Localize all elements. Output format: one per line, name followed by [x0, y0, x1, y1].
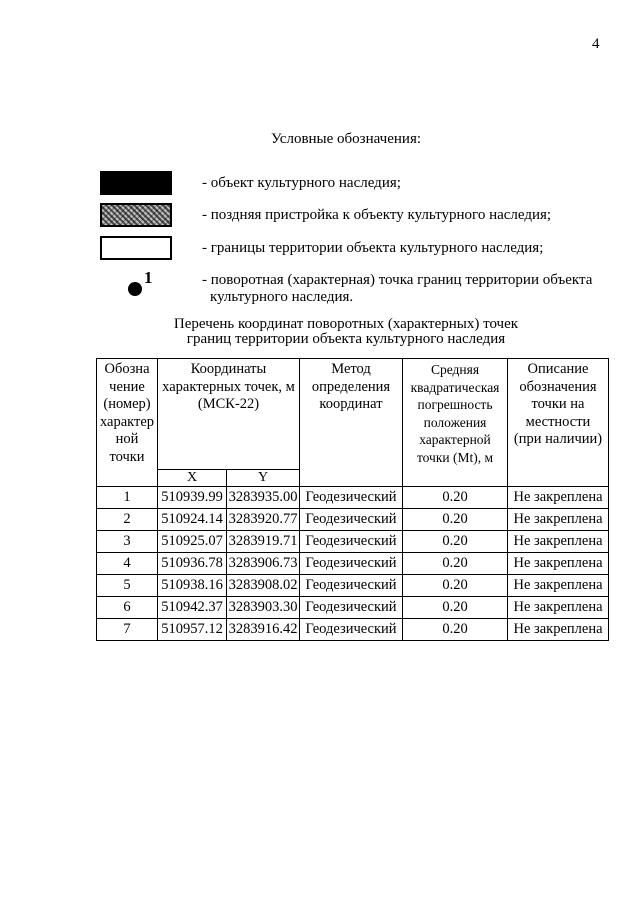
black-dot-icon	[128, 282, 142, 296]
hatched-rectangle-icon	[100, 203, 172, 227]
cell-mt: 0.20	[403, 575, 508, 597]
cell-y: 3283919.71	[227, 531, 300, 553]
cell-method: Геодезический	[300, 575, 403, 597]
coordinates-table	[96, 358, 609, 641]
cell-description: Не закреплена	[508, 597, 609, 619]
cell-point-number: 6	[97, 597, 158, 619]
cell-x: 510957.12	[158, 619, 227, 641]
table-row	[97, 487, 609, 509]
legend-text: - границы территории объекта культурного наследия;	[202, 240, 544, 256]
header-error: Средняя квадратическая погрешность положения характерной точки (Mt), м	[403, 359, 508, 487]
cell-mt: 0.20	[403, 509, 508, 531]
cell-method: Геодезический	[300, 597, 403, 619]
table-title-line2: границ территории объекта культурного наследия	[186, 331, 506, 347]
cell-description: Не закреплена	[508, 575, 609, 597]
header-coordinates: Координаты характерных точек, м (МСК-22)	[158, 359, 300, 470]
header-designation: Обозна чение (номер) характер ной точки	[97, 359, 158, 487]
cell-method: Геодезический	[300, 487, 403, 509]
cell-mt: 0.20	[403, 619, 508, 641]
legend-text-line1: - поворотная (характерная) точка границ территории объекта	[202, 272, 593, 288]
cell-description: Не закреплена	[508, 487, 609, 509]
cell-method: Геодезический	[300, 531, 403, 553]
cell-y: 3283916.42	[227, 619, 300, 641]
legend-text-line2: культурного наследия.	[210, 289, 354, 305]
legend-text: - поздняя пристройка к объекту культурного наследия;	[202, 207, 552, 223]
legend-text: - объект культурного наследия;	[202, 175, 401, 191]
cell-point-number: 2	[97, 509, 158, 531]
cell-mt: 0.20	[403, 597, 508, 619]
cell-description: Не закреплена	[508, 619, 609, 641]
legend-title: Условные обозначения:	[270, 131, 422, 147]
header-x: X	[158, 470, 227, 487]
cell-y: 3283935.00	[227, 487, 300, 509]
header-method: Метод определения координат	[300, 359, 403, 487]
cell-y: 3283908.02	[227, 575, 300, 597]
cell-x: 510939.99	[158, 487, 227, 509]
table-row	[97, 531, 609, 553]
cell-x: 510936.78	[158, 553, 227, 575]
cell-description: Не закреплена	[508, 553, 609, 575]
cell-method: Геодезический	[300, 509, 403, 531]
cell-point-number: 4	[97, 553, 158, 575]
cell-x: 510942.37	[158, 597, 227, 619]
cell-method: Геодезический	[300, 553, 403, 575]
cell-y: 3283920.77	[227, 509, 300, 531]
table-title-line1: Перечень координат поворотных (характерных) точек	[173, 316, 519, 332]
cell-point-number: 5	[97, 575, 158, 597]
cell-y: 3283903.30	[227, 597, 300, 619]
cell-mt: 0.20	[403, 487, 508, 509]
table-row	[97, 619, 609, 641]
dot-label: 1	[144, 268, 153, 287]
cell-mt: 0.20	[403, 531, 508, 553]
cell-x: 510925.07	[158, 531, 227, 553]
outlined-rectangle-icon	[100, 236, 172, 260]
header-y: Y	[227, 470, 300, 487]
cell-x: 510924.14	[158, 509, 227, 531]
table-row	[97, 509, 609, 531]
cell-x: 510938.16	[158, 575, 227, 597]
cell-mt: 0.20	[403, 553, 508, 575]
cell-point-number: 1	[97, 487, 158, 509]
page-number: 4	[592, 36, 600, 52]
table-row	[97, 575, 609, 597]
cell-description: Не закреплена	[508, 509, 609, 531]
cell-y: 3283906.73	[227, 553, 300, 575]
black-filled-rectangle-icon	[100, 171, 172, 195]
table-row	[97, 553, 609, 575]
legend-item-turning-point	[100, 268, 620, 308]
cell-point-number: 7	[97, 619, 158, 641]
cell-point-number: 3	[97, 531, 158, 553]
cell-description: Не закреплена	[508, 531, 609, 553]
cell-method: Геодезический	[300, 619, 403, 641]
header-description: Описание обозначения точки на местности (при наличии)	[508, 359, 609, 487]
table-row	[97, 597, 609, 619]
table-title	[0, 317, 640, 347]
